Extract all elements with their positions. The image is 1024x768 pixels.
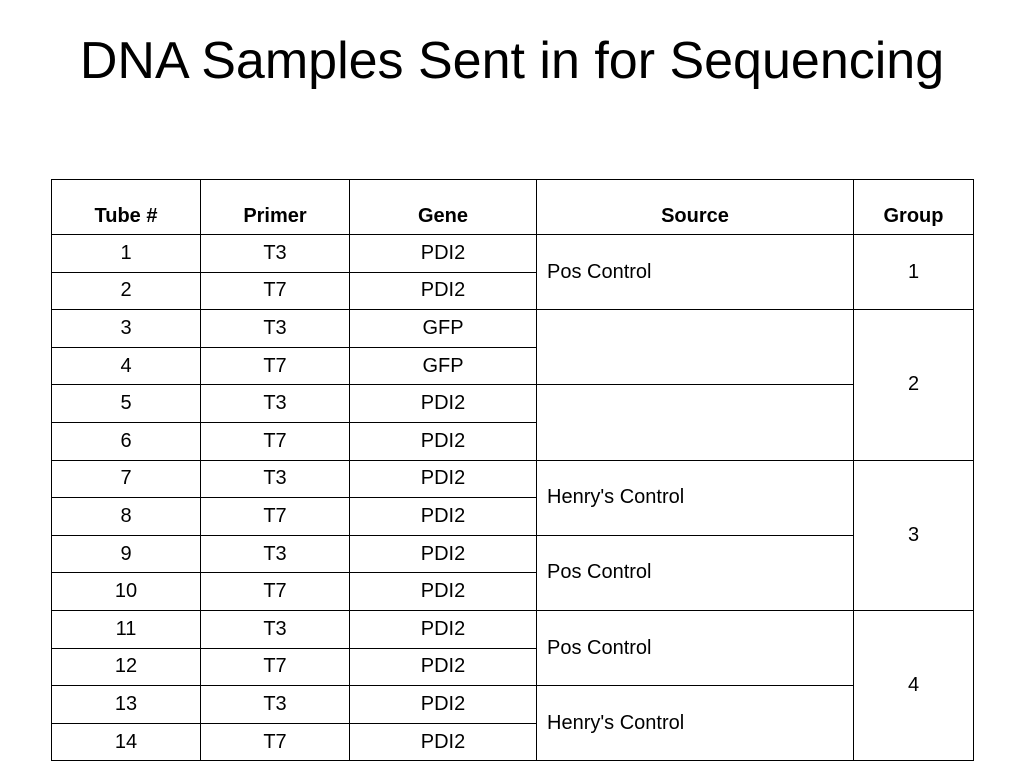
- group-cell: 2: [854, 310, 974, 460]
- header-gene: Gene: [350, 180, 537, 235]
- tube-cell: 12: [52, 648, 201, 686]
- samples-table: [51, 179, 974, 761]
- primer-cell: T3: [201, 610, 350, 648]
- gene-cell: PDI2: [350, 648, 537, 686]
- primer-cell: T7: [201, 272, 350, 310]
- primer-cell: T3: [201, 535, 350, 573]
- gene-cell: PDI2: [350, 460, 537, 498]
- tube-cell: 4: [52, 347, 201, 385]
- gene-cell: PDI2: [350, 723, 537, 761]
- primer-cell: T7: [201, 347, 350, 385]
- source-cell: Pos Control: [537, 235, 854, 310]
- table-row: [52, 385, 974, 423]
- tube-cell: 13: [52, 686, 201, 724]
- gene-cell: GFP: [350, 347, 537, 385]
- group-cell: 4: [854, 610, 974, 760]
- tube-cell: 14: [52, 723, 201, 761]
- primer-cell: T3: [201, 310, 350, 348]
- table-row: [52, 535, 974, 573]
- source-cell: Pos Control: [537, 535, 854, 610]
- tube-cell: 1: [52, 235, 201, 273]
- gene-cell: PDI2: [350, 235, 537, 273]
- primer-cell: T7: [201, 498, 350, 536]
- table-row: [52, 610, 974, 648]
- gene-cell: GFP: [350, 310, 537, 348]
- source-cell: Henry's Control: [537, 460, 854, 535]
- primer-cell: T7: [201, 648, 350, 686]
- gene-cell: PDI2: [350, 498, 537, 536]
- primer-cell: T7: [201, 573, 350, 611]
- table-row: [52, 310, 974, 348]
- tube-cell: 11: [52, 610, 201, 648]
- table-row: [52, 460, 974, 498]
- tube-cell: 5: [52, 385, 201, 423]
- header-group: Group: [854, 180, 974, 235]
- group-cell: 3: [854, 460, 974, 610]
- tube-cell: 7: [52, 460, 201, 498]
- tube-cell: 6: [52, 422, 201, 460]
- group-cell: 1: [854, 235, 974, 310]
- tube-cell: 2: [52, 272, 201, 310]
- primer-cell: T3: [201, 460, 350, 498]
- gene-cell: PDI2: [350, 686, 537, 724]
- primer-cell: T3: [201, 686, 350, 724]
- gene-cell: PDI2: [350, 385, 537, 423]
- gene-cell: PDI2: [350, 573, 537, 611]
- tube-cell: 10: [52, 573, 201, 611]
- gene-cell: PDI2: [350, 610, 537, 648]
- table-row: [52, 235, 974, 273]
- source-cell: [537, 310, 854, 385]
- gene-cell: PDI2: [350, 422, 537, 460]
- primer-cell: T3: [201, 235, 350, 273]
- source-cell: [537, 385, 854, 460]
- header-tube: Tube #: [52, 180, 201, 235]
- primer-cell: T7: [201, 723, 350, 761]
- gene-cell: PDI2: [350, 272, 537, 310]
- header-row: [52, 180, 974, 235]
- slide-title: DNA Samples Sent in for Sequencing: [79, 32, 945, 90]
- primer-cell: T7: [201, 422, 350, 460]
- tube-cell: 8: [52, 498, 201, 536]
- header-source: Source: [537, 180, 854, 235]
- source-cell: Pos Control: [537, 610, 854, 685]
- primer-cell: T3: [201, 385, 350, 423]
- header-primer: Primer: [201, 180, 350, 235]
- tube-cell: 3: [52, 310, 201, 348]
- table-row: [52, 686, 974, 724]
- gene-cell: PDI2: [350, 535, 537, 573]
- source-cell: Henry's Control: [537, 686, 854, 761]
- tube-cell: 9: [52, 535, 201, 573]
